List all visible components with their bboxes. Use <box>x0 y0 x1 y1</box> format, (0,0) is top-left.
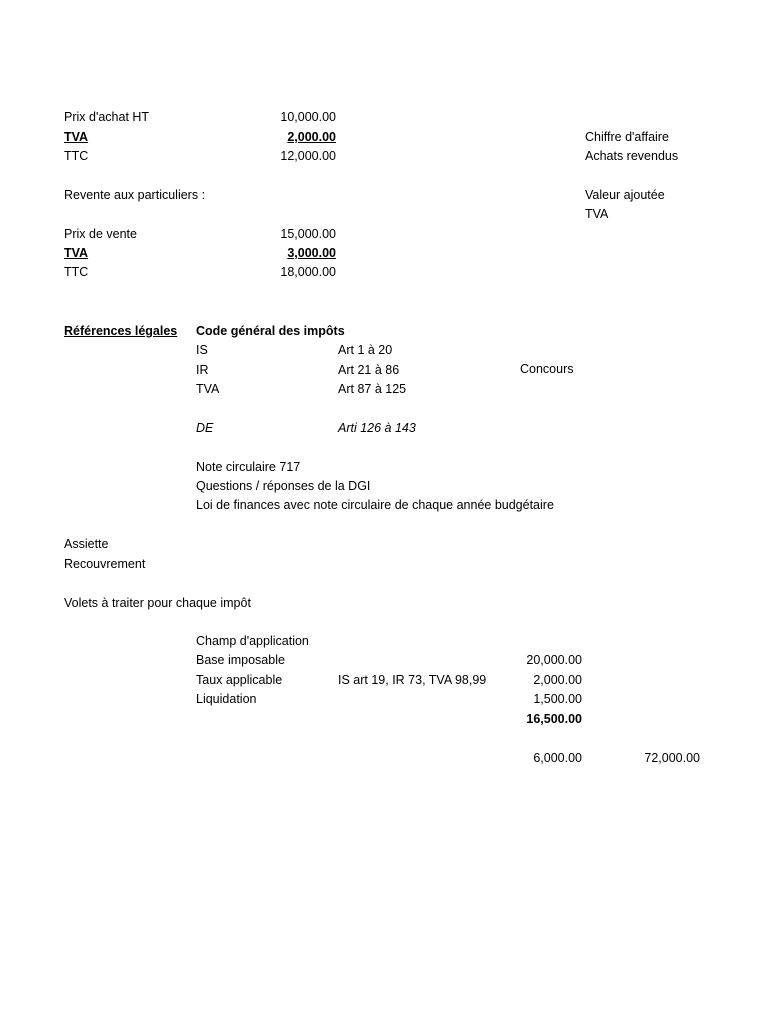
revente-heading: Revente aux particuliers : <box>64 188 206 202</box>
bottom-value-b: 72,000.00 <box>644 751 700 765</box>
references-legales-label: Références légales <box>64 324 178 338</box>
tva-value-resale: 3,000.00 <box>287 246 336 260</box>
loi-de-finances: Loi de finances avec note circulaire de chaque année budgétaire <box>196 498 554 512</box>
prix-achat-label: Prix d'achat HT <box>64 110 150 124</box>
ref-articles-ir: Art 21 à 86 <box>338 363 400 377</box>
ref-tax-ir: IR <box>196 363 209 377</box>
liquidation-label: Liquidation <box>196 692 257 706</box>
tva-value-purchase: 2,000.00 <box>287 130 336 144</box>
prix-achat-value: 10,000.00 <box>280 110 336 124</box>
ref-de-articles: Arti 126 à 143 <box>338 421 416 435</box>
assiette-label: Assiette <box>64 537 109 551</box>
tva-label-resale: TVA <box>64 246 89 260</box>
prix-vente-label: Prix de vente <box>64 227 137 241</box>
base-imposable-label: Base imposable <box>196 653 285 667</box>
ref-articles-is: Art 1 à 20 <box>338 343 393 357</box>
bottom-value-a: 6,000.00 <box>533 751 582 765</box>
questions-reponses: Questions / réponses de la DGI <box>196 479 371 493</box>
achats-revendus-label: Achats revendus <box>585 149 679 163</box>
champ-application-label: Champ d'application <box>196 634 309 648</box>
code-general-title: Code général des impôts <box>196 324 345 338</box>
note-circulaire: Note circulaire 717 <box>196 460 301 474</box>
concours-label: Concours <box>520 362 574 376</box>
taux-applicable-label: Taux applicable <box>196 673 283 687</box>
ttc-value-resale: 18,000.00 <box>280 265 336 279</box>
volets-heading: Volets à traiter pour chaque impôt <box>64 596 251 610</box>
liquidation-value: 1,500.00 <box>533 692 582 706</box>
ref-de-label: DE <box>196 421 214 435</box>
taux-applicable-note: IS art 19, IR 73, TVA 98,99 <box>338 673 487 687</box>
tva-label-purchase: TVA <box>64 130 89 144</box>
chiffre-affaire-label: Chiffre d'affaire <box>585 130 669 144</box>
prix-vente-value: 15,000.00 <box>280 227 336 241</box>
taux-applicable-value: 2,000.00 <box>533 673 582 687</box>
volets-total-value: 16,500.00 <box>526 712 582 726</box>
ttc-label-purchase: TTC <box>64 149 89 163</box>
ref-tax-tva: TVA <box>196 382 220 396</box>
ttc-label-resale: TTC <box>64 265 89 279</box>
ref-articles-tva: Art 87 à 125 <box>338 382 407 396</box>
valeur-ajoutee-label: Valeur ajoutée <box>585 188 665 202</box>
base-imposable-value: 20,000.00 <box>526 653 582 667</box>
ref-tax-is: IS <box>196 343 208 357</box>
tva-right-label: TVA <box>585 207 609 221</box>
recouvrement-label: Recouvrement <box>64 557 146 571</box>
ttc-value-purchase: 12,000.00 <box>280 149 336 163</box>
